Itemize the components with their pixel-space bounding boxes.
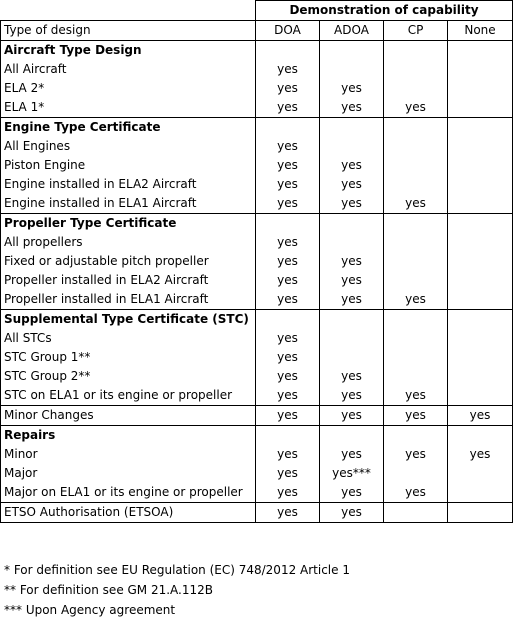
empty-cell [448,118,513,138]
cell-none [448,503,513,523]
cell-cp: yes [384,445,448,464]
empty-cell [320,426,384,446]
cell-adoa: yes [320,79,384,98]
cell-adoa [320,329,384,348]
cell-adoa: yes [320,290,384,310]
cell-none [448,386,513,406]
cell-none [448,348,513,367]
cell-cp [384,367,448,386]
empty-cell [384,426,448,446]
cell-none [448,329,513,348]
table-row [1,386,513,406]
empty-cell [256,214,320,234]
row-label: Major [1,464,256,483]
row-label: Engine installed in ELA1 Aircraft [1,194,256,214]
table-body [1,41,513,523]
section-title: Repairs [1,426,256,446]
cell-none [448,290,513,310]
section-title-row [1,214,513,234]
footnotes [4,560,350,620]
cell-doa: yes [256,445,320,464]
cell-cp [384,271,448,290]
row-label: Propeller installed in ELA2 Aircraft [1,271,256,290]
empty-cell [448,41,513,61]
footnote: * For definition see EU Regulation (EC) 748/2012 Article 1 [4,563,350,577]
table-row [1,194,513,214]
table-row [1,271,513,290]
row-label: Minor [1,445,256,464]
cell-adoa: yes [320,386,384,406]
cell-adoa: yes [320,271,384,290]
table-row [1,406,513,426]
empty-cell [256,310,320,330]
row-label: STC Group 1** [1,348,256,367]
table-row [1,252,513,271]
type-of-design-header: Type of design [1,21,256,41]
section-title-row [1,426,513,446]
cell-doa: yes [256,290,320,310]
cell-doa: yes [256,60,320,79]
cell-cp: yes [384,406,448,426]
cell-doa: yes [256,98,320,118]
cell-adoa: yes [320,194,384,214]
cell-doa: yes [256,348,320,367]
table-row [1,233,513,252]
section-title-row [1,310,513,330]
cell-none [448,175,513,194]
empty-cell [320,118,384,138]
cell-cp: yes [384,290,448,310]
cell-none [448,233,513,252]
empty-cell [448,426,513,446]
column-header-adoa: ADOA [320,21,384,41]
section-title: Engine Type Certificate [1,118,256,138]
cell-cp [384,175,448,194]
cell-cp [384,329,448,348]
table-row [1,464,513,483]
section-title-row [1,118,513,138]
cell-adoa [320,233,384,252]
cell-none: yes [448,445,513,464]
empty-cell [256,426,320,446]
cell-doa: yes [256,329,320,348]
cell-doa: yes [256,503,320,523]
cell-none [448,271,513,290]
cell-doa: yes [256,252,320,271]
cell-doa: yes [256,406,320,426]
table-row [1,348,513,367]
cell-none [448,252,513,271]
cell-adoa: yes [320,175,384,194]
row-label: Engine installed in ELA2 Aircraft [1,175,256,194]
cell-adoa: yes [320,252,384,271]
row-label: All propellers [1,233,256,252]
section-title: Propeller Type Certificate [1,214,256,234]
empty-cell [448,214,513,234]
row-label: ELA 2* [1,79,256,98]
row-label: All STCs [1,329,256,348]
row-label: ELA 1* [1,98,256,118]
cell-doa: yes [256,156,320,175]
cell-cp [384,156,448,175]
cell-none [448,98,513,118]
cell-adoa: yes [320,503,384,523]
cell-cp [384,503,448,523]
column-header-cp: CP [384,21,448,41]
row-label: All Engines [1,137,256,156]
cell-cp [384,252,448,271]
column-header-none: None [448,21,513,41]
row-label: Fixed or adjustable pitch propeller [1,252,256,271]
cell-none [448,79,513,98]
cell-none: yes [448,406,513,426]
cell-cp [384,60,448,79]
cell-cp: yes [384,194,448,214]
cell-cp [384,233,448,252]
cell-doa: yes [256,386,320,406]
cell-doa: yes [256,137,320,156]
cell-doa: yes [256,483,320,503]
cell-adoa: yes [320,445,384,464]
table-row [1,445,513,464]
cell-none [448,194,513,214]
cell-none [448,60,513,79]
empty-cell [320,41,384,61]
cell-doa: yes [256,194,320,214]
empty-cell [384,41,448,61]
footnote: ** For definition see GM 21.A.112B [4,583,214,597]
table-row [1,79,513,98]
table-row [1,367,513,386]
cell-none [448,483,513,503]
empty-cell [256,41,320,61]
table-row [1,137,513,156]
cell-cp [384,137,448,156]
cell-none [448,367,513,386]
row-label: ETSO Authorisation (ETSOA) [1,503,256,523]
empty-cell [320,310,384,330]
table-header-row [1,21,513,41]
cell-doa: yes [256,367,320,386]
cell-adoa [320,60,384,79]
cell-adoa: yes [320,156,384,175]
section-title-row [1,41,513,61]
cell-none [448,156,513,175]
row-label: Major on ELA1 or its engine or propeller [1,483,256,503]
cell-doa: yes [256,79,320,98]
section-title: Supplemental Type Certificate (STC) [1,310,256,330]
cell-adoa: yes [320,367,384,386]
cell-cp [384,464,448,483]
table-row [1,98,513,118]
cell-cp: yes [384,483,448,503]
section-title: Aircraft Type Design [1,41,256,61]
footnote: *** Upon Agency agreement [4,603,176,617]
header-empty-cell [1,1,256,21]
empty-cell [384,118,448,138]
row-label: All Aircraft [1,60,256,79]
table-row [1,60,513,79]
cell-adoa: yes [320,406,384,426]
cell-doa: yes [256,464,320,483]
cell-adoa [320,137,384,156]
table-row [1,175,513,194]
cell-adoa [320,348,384,367]
cell-cp: yes [384,386,448,406]
row-label: Minor Changes [1,406,256,426]
table-row [1,156,513,175]
empty-cell [320,214,384,234]
cell-adoa: yes [320,98,384,118]
empty-cell [448,310,513,330]
empty-cell [256,118,320,138]
cell-none [448,464,513,483]
empty-cell [384,310,448,330]
cell-doa: yes [256,175,320,194]
cell-doa: yes [256,271,320,290]
cell-adoa: yes [320,483,384,503]
column-header-doa: DOA [256,21,320,41]
row-label: Piston Engine [1,156,256,175]
row-label: STC on ELA1 or its engine or propeller [1,386,256,406]
empty-cell [384,214,448,234]
cell-adoa: yes*** [320,464,384,483]
table-row [1,290,513,310]
table-row [1,483,513,503]
row-label: Propeller installed in ELA1 Aircraft [1,290,256,310]
cell-doa: yes [256,233,320,252]
cell-cp: yes [384,98,448,118]
table-row [1,503,513,523]
cell-cp [384,348,448,367]
demonstration-header: Demonstration of capability [256,1,513,21]
cell-none [448,137,513,156]
table-row [1,329,513,348]
cell-cp [384,79,448,98]
table-header-group-row [1,1,513,21]
row-label: STC Group 2** [1,367,256,386]
